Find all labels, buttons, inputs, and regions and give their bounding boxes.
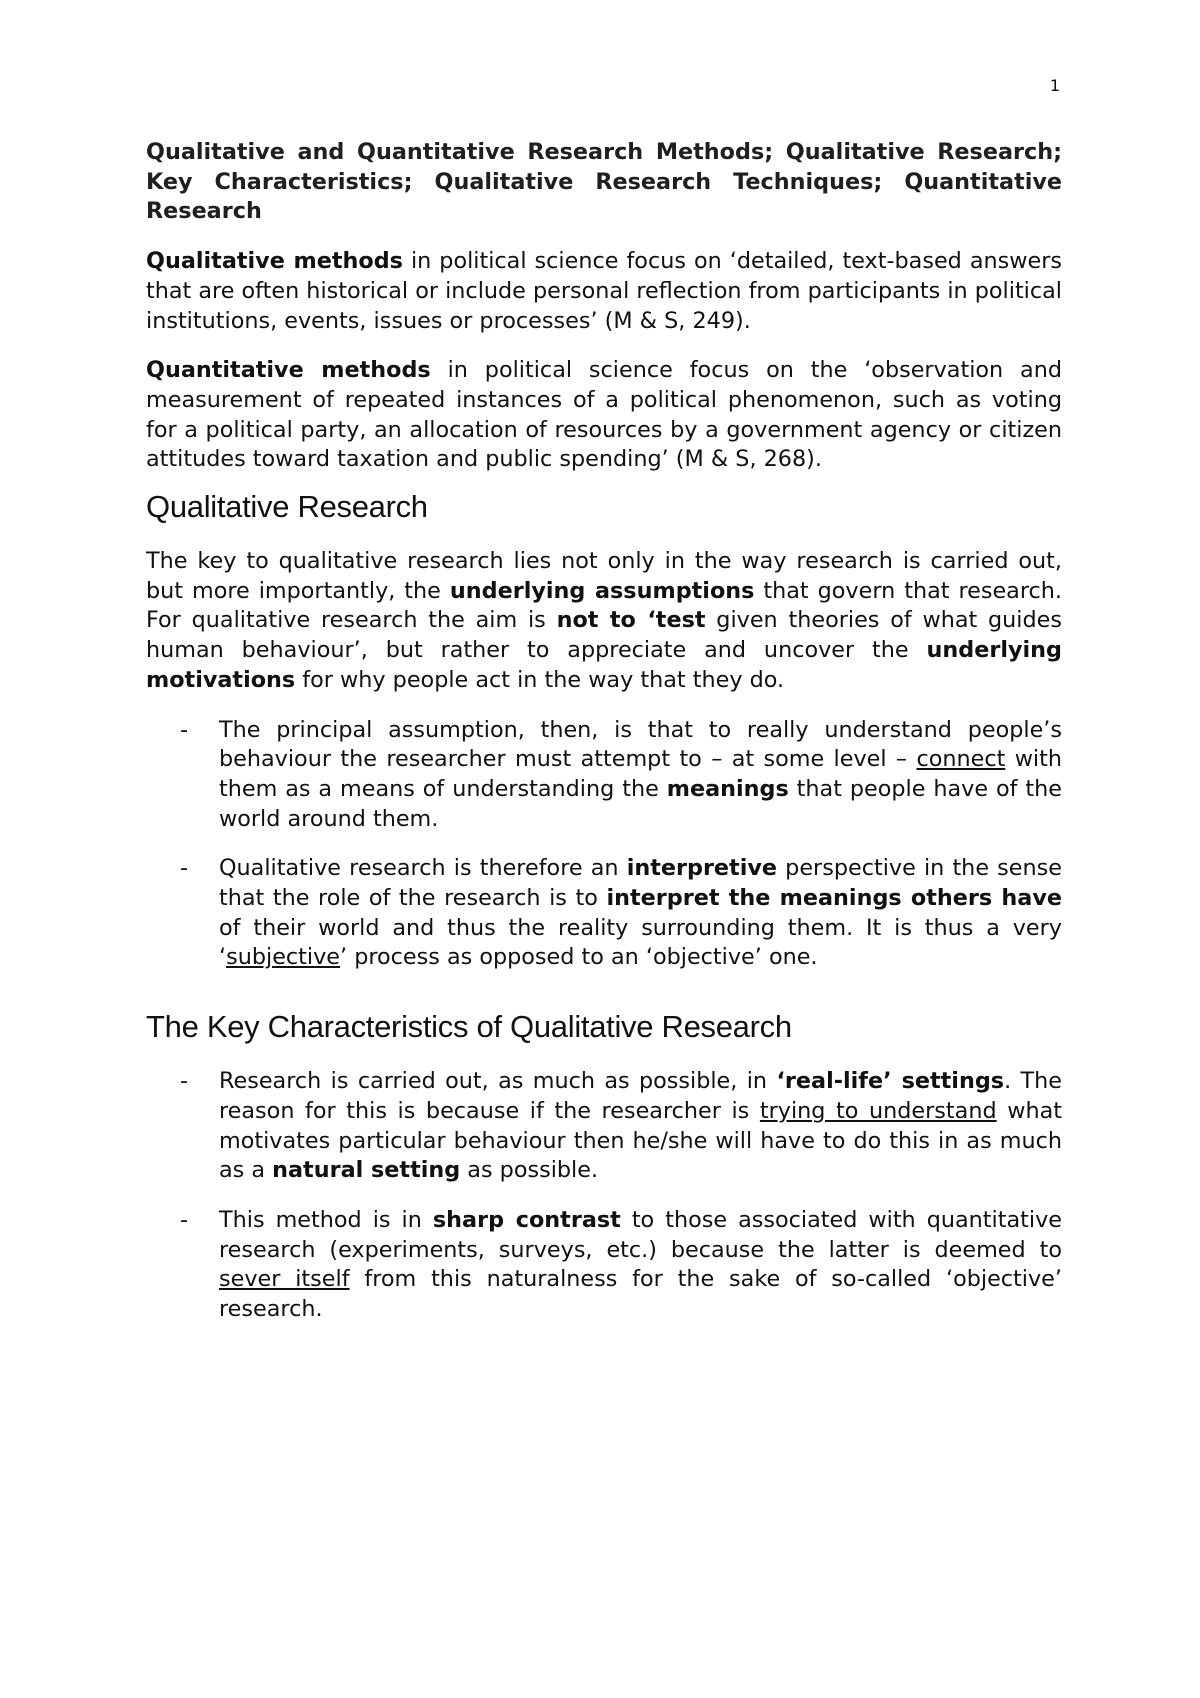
page-number: 1 bbox=[1049, 76, 1060, 95]
list-item: - Qualitative research is therefore an interpretive perspective in the sense that the role of the research is to interpret the meanings others have of their world and thus the reality surrounding them. It is thus a very ‘subjective’ process as opposed to an ‘objective’ one. bbox=[180, 855, 1063, 971]
bullet-dash: - bbox=[180, 1068, 189, 1095]
list-item: - Research is carried out, as much as possible, in ‘real-life’ settings. The reason for this is because if the researcher is trying to understand what motivates particular behaviour then he/she will have to do this in as much as a natural setting as possible. bbox=[180, 1068, 1062, 1184]
paragraph-qualitative-intro: The key to qualitative research lies not only in the way research is carried out, but more importantly, the underlying assumptions that govern that research. For qualitative research the aim is not to ‘test given theories of what guides human behaviour’, but rather to appreciate and uncover the underlying motivations for why people act in the way that they do. bbox=[146, 548, 1063, 693]
bullet-dash: - bbox=[180, 716, 189, 743]
document-body bbox=[146, 138, 1062, 1325]
list-item: - This method is in sharp contrast to those associated with quantitative research (experiments, surveys, etc.) because the latter is deemed to sever itself from this naturalness for the sake of so-called ‘objective’ research. bbox=[180, 1206, 1062, 1323]
title-part-3: Key Characteristics; bbox=[146, 168, 413, 195]
title-part-4: Qualitative Research Techniques; bbox=[434, 168, 883, 195]
paragraph-qualitative-methods: Qualitative methods in political science focus on ‘detailed, text-based answers that are often historical or include personal reflection from participants in political institutions, events, issues or processes’ (M & S, 249). bbox=[146, 248, 1062, 334]
term-quantitative-methods: Quantitative methods bbox=[146, 357, 431, 384]
title-part-5: Quantitative Research bbox=[146, 168, 1063, 225]
bullet-dash: - bbox=[180, 855, 189, 882]
list-item: - The principal assumption, then, is that to really understand people’s behaviour the researcher must attempt to – at some level – connect with them as a means of understanding the meanings that people have of the world around them. bbox=[180, 716, 1062, 832]
paragraph-quantitative-methods: Quantitative methods in political science focus on the ‘observation and measurement of repeated instances of a political phenomenon, such as voting for a political party, an allocation of resources by a government agency or citizen attitudes toward taxation and public spending’ (M & S, 268). bbox=[146, 357, 1062, 473]
heading-key-characteristics: The Key Characteristics of Qualitative Research bbox=[146, 1009, 792, 1045]
title-part-2: Qualitative Research; bbox=[785, 139, 1063, 165]
document-title bbox=[146, 138, 1062, 227]
bullet-dash: - bbox=[180, 1206, 189, 1233]
title-part-1: Qualitative and Quantitative Research Methods; bbox=[146, 139, 774, 165]
heading-qualitative-research: Qualitative Research bbox=[146, 489, 428, 525]
term-qualitative-methods: Qualitative methods bbox=[146, 248, 403, 275]
